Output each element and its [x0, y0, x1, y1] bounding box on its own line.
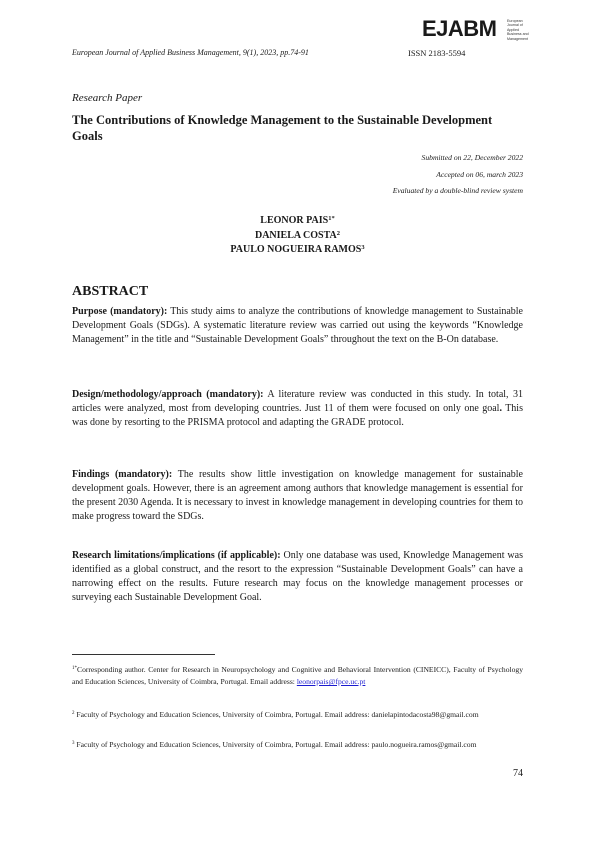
logo-wordmark: EJABM: [422, 16, 497, 41]
footnote-text: Faculty of Psychology and Education Sciences, University of Coimbra, Portugal. Email address: danielapintodacosta98@gmail.com: [74, 710, 479, 719]
paper-title: The Contributions of Knowledge Management to the Sustainable Development Goals: [72, 113, 493, 143]
footnote-mark: 1*: [72, 666, 77, 671]
author-name: LEONOR PAIS: [260, 215, 329, 226]
limitations-label: Research limitations/implications (if applicable):: [72, 550, 281, 561]
author: [72, 214, 523, 229]
abstract-design: [72, 388, 523, 430]
footnote-3: [72, 739, 523, 751]
issn: ISSN 2183-5594: [408, 48, 466, 58]
paper-type: Research Paper: [72, 92, 143, 104]
accepted-date: Accepted on 06, march 2023: [436, 169, 523, 179]
footnote-text: Corresponding author. Center for Research in Neuropsychology and Cognitive and Behavioral Intervention (CINEICC), Faculty of Psychology and Education Sciences, University of Coimbra, Portugal. Email address:: [72, 665, 523, 686]
findings-text: The results show little investigation on knowledge management for sustainable development goals. However, there is an agreement among authors that knowledge management is essential for the present 2030 Agenda. It is necessary to invest in knowledge management in developing countries for them to make progress toward the SDGs.: [72, 469, 523, 522]
footnote-1: [72, 664, 523, 688]
submission-dates: [393, 150, 523, 200]
author: [72, 229, 523, 244]
page-number: 74: [513, 768, 523, 779]
abstract-limitations: [72, 549, 523, 605]
author: [72, 243, 523, 258]
author-name: PAULO NOGUEIRA RAMOS: [230, 244, 362, 255]
author-mark: 2: [336, 229, 341, 237]
journal-logo: [422, 16, 532, 42]
design-text-a: A literature review was conducted in this study. In total, 31 articles were analyzed, most from developing countries. Just 11 of them were focused on only one goal: [72, 389, 523, 414]
design-label: Design/methodology/approach (mandatory):: [72, 389, 264, 400]
design-bold-dot: .: [499, 403, 502, 414]
review-note: Evaluated by a double-blind review system: [392, 186, 523, 195]
logo-subtext: European Journal of Applied Business and Management: [507, 19, 529, 41]
design-text-b: This was done by resorting to the PRISMA protocol and adapting the GRADE protocol.: [72, 403, 523, 428]
abstract-purpose: [72, 305, 523, 347]
purpose-label: Purpose (mandatory):: [72, 306, 168, 317]
limitations-text: Only one database was used, Knowledge Management was identified as a global construct, and the resort to the expression “Sustainable Development Goals” can have a narrowing effect on the results. Future research may focus on the knowledge management processes or surveying each Sustainable Development Goal.: [72, 550, 523, 603]
author-list: [72, 214, 523, 258]
purpose-text: This study aims to analyze the contributions of knowledge management to Sustainable Development Goals (SDGs). A systematic literature review was carried out using the keywords “Knowledge Management” in the title and “Sustainable Development Goals” throughout the text on the B-On database.: [72, 306, 523, 345]
running-head: European Journal of Applied Business Management, 9(1), 2023, pp.74-91: [72, 48, 309, 57]
author-mark: 1*: [328, 215, 335, 222]
author-name: DANIELA COSTA: [254, 229, 337, 241]
author-mark: 3: [361, 244, 365, 251]
footnote-mark: 2: [72, 711, 75, 716]
abstract-findings: [72, 468, 523, 524]
footnote-divider: [72, 654, 215, 655]
corresponding-email-link[interactable]: leonorpais@fpce.uc.pt: [296, 677, 366, 686]
findings-label: Findings (mandatory):: [72, 469, 173, 480]
abstract-heading: ABSTRACT: [72, 284, 149, 299]
submitted-date: Submitted on 22, December 2022: [421, 153, 523, 162]
footnote-text: Faculty of Psychology and Education Sciences, University of Coimbra, Portugal. Email address: paulo.nogueira.ramos@gmail.com: [74, 740, 477, 749]
footnote-mark: 3: [72, 741, 75, 746]
footnote-2: [72, 709, 523, 721]
